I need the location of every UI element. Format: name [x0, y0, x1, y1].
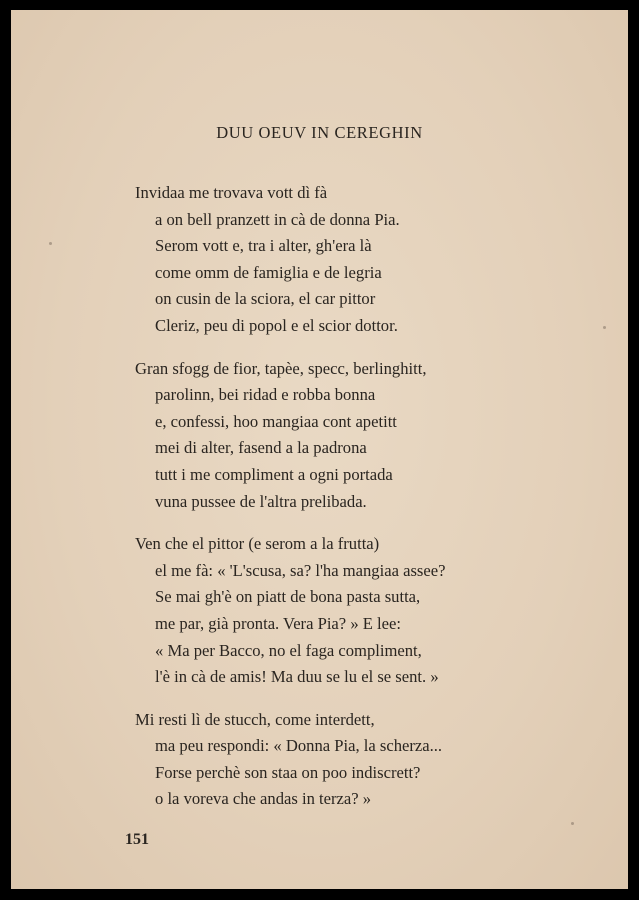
poem-line: tutt i me compliment a ogni portada	[155, 464, 393, 484]
poem-line: Se mai gh'è on piatt de bona pasta sutta,	[155, 587, 421, 607]
paper-speck	[49, 242, 52, 245]
poem-line: parolinn, bei ridad e robba bonna	[155, 385, 376, 405]
poem-line: l'è in cà de amis! Ma duu se lu el se sent. »	[155, 667, 439, 687]
paper-speck	[603, 326, 606, 329]
poem-line: ma peu respondi: « Donna Pia, la scherza...	[155, 736, 443, 756]
poem-line: a on bell pranzett in cà de donna Pia.	[155, 209, 400, 229]
poem-line: Serom vott e, tra i alter, gh'era là	[155, 236, 372, 256]
poem-title: DUU OEUV IN CEREGHIN	[216, 123, 423, 142]
poem-line: e, confessi, hoo mangiaa cont apetitt	[155, 411, 397, 431]
page-number: 151	[125, 831, 149, 848]
stanza-2	[135, 356, 575, 516]
poem-line: Forse perchè son staa on poo indiscrett?	[155, 762, 421, 782]
poem-line: « Ma per Bacco, no el faga compliment,	[155, 640, 422, 660]
poem-line: o la voreva che andas in terza? »	[155, 789, 372, 809]
stanza-3	[135, 531, 575, 691]
poem-line: Invidaa me trovava vott dì fà	[135, 183, 328, 202]
stanza-1	[135, 180, 575, 340]
poem-line: Gran sfogg de fior, tapèe, specc, berlinghitt,	[135, 358, 427, 378]
poem-body	[135, 180, 575, 829]
poem-line: Mi resti lì de stucch, come interdett,	[135, 709, 375, 729]
book-page	[11, 10, 628, 889]
poem-line: el me fà: « 'L'scusa, sa? l'ha mangiaa assee?	[155, 560, 446, 580]
poem-line: Ven che el pittor (e serom a la frutta)	[135, 534, 380, 554]
stanza-4	[135, 707, 575, 813]
poem-line: Cleriz, peu di popol e el scior dottor.	[155, 315, 398, 335]
poem-line: me par, già pronta. Vera Pia? » E lee:	[155, 613, 401, 633]
poem-line: mei di alter, fasend a la padrona	[155, 438, 367, 458]
poem-line: on cusin de la sciora, el car pittor	[155, 289, 376, 309]
poem-line: vuna pussee de l'altra prelibada.	[155, 491, 367, 511]
poem-line: come omm de famiglia e de legria	[155, 262, 382, 282]
